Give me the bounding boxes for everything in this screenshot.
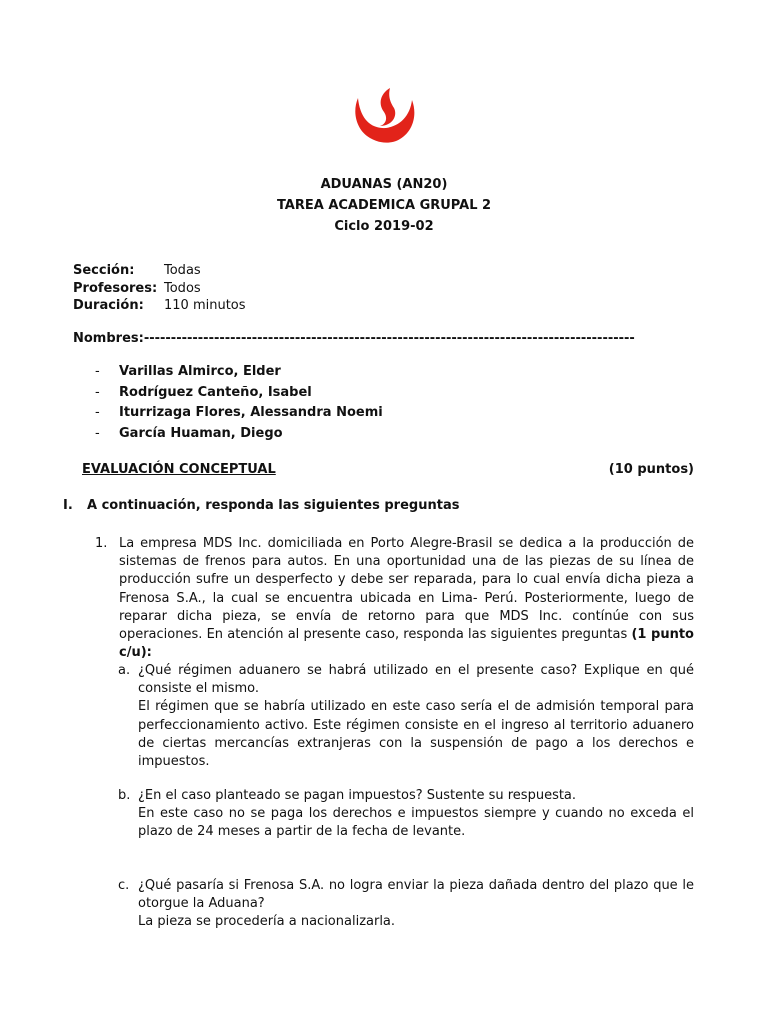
profesores-value: Todos: [164, 280, 201, 296]
list-item: [95, 424, 383, 445]
profesores-label: Profesores:: [73, 280, 158, 296]
section-title: A continuación, responda las siguientes preguntas: [87, 498, 460, 513]
member-name: García Huaman, Diego: [119, 425, 283, 441]
meta-row-profesores: [73, 280, 246, 298]
subquestion-a: [118, 662, 694, 771]
subquestion-text: ¿En el caso planteado se pagan impuestos? Sustente su respuesta.: [138, 788, 577, 803]
evaluation-heading: [82, 461, 694, 479]
question-body: La empresa MDS Inc. domiciliada en Porto Alegre-Brasil se dedica a la producción de sistemas de frenos para autos. En una oportunidad una de las piezas de su línea de producción sufre un desperfecto y debe ser reparada, para lo cual envía dicha pieza a Frenosa S.A., la cual se encuentra ubicada en Lima- Perú. Posteriormente, luego de reparar dicha pieza, se envía de retorno para que MDS Inc. contínúe con sus operaciones. En atención al presente caso, responda las siguientes preguntas: [119, 536, 694, 643]
evaluation-title: EVALUACIÓN CONCEPTUAL: [82, 462, 276, 477]
upc-flame-logo-icon: [350, 86, 418, 146]
seccion-label: Sección:: [73, 263, 135, 278]
subquestion-answer: En este caso no se paga los derechos e impuestos siempre y cuando no exceda el plazo de 24 meses a partir de la fecha de levante.: [138, 806, 694, 840]
question-number: 1.: [95, 536, 108, 551]
list-dash: -: [95, 384, 100, 400]
question-text: [119, 535, 694, 662]
meta-info: [73, 262, 246, 315]
subquestion-letter: b.: [118, 788, 131, 803]
meta-row-seccion: [73, 262, 246, 280]
member-name: Rodríguez Canteño, Isabel: [119, 384, 312, 400]
list-item: [95, 383, 383, 404]
list-dash: -: [95, 425, 100, 441]
course-title: ADUANAS (AN20): [320, 177, 448, 192]
subquestion-letter: c.: [118, 878, 130, 893]
member-name: Varillas Almirco, Elder: [119, 364, 281, 379]
document-header: [0, 174, 768, 237]
list-item: [95, 362, 383, 383]
question-points: (1 punto c/u):: [119, 627, 694, 661]
subquestion-b: [118, 787, 694, 842]
evaluation-points: (10 puntos): [608, 462, 694, 477]
subquestion-answer: El régimen que se habría utilizado en este caso sería el de admisión temporal para perfeccionamiento activo. Este régimen consiste en el ingreso al territorio aduanero de ciertas mercancías extranjeras con la suspensión de pago a los derechos e impuestos.: [138, 699, 694, 770]
list-dash: -: [95, 405, 100, 420]
nombres-label: Nombres:-------------------------------------------------------------------------------------------: [73, 331, 635, 346]
seccion-value: Todas: [164, 263, 201, 278]
list-dash: -: [95, 364, 100, 379]
subquestion-text: ¿Qué régimen aduanero se habrá utilizado en el presente caso? Explique en qué consiste el mismo.: [138, 663, 694, 697]
duracion-value: 110 minutos: [164, 298, 246, 313]
subquestion-letter: a.: [118, 663, 131, 678]
section-heading: [63, 497, 459, 515]
section-number: I.: [63, 498, 73, 513]
subquestion-text: ¿Qué pasaría si Frenosa S.A. no logra enviar la pieza dañada dentro del plazo que le otorgue la Aduana?: [138, 878, 694, 912]
question-1: [95, 535, 694, 662]
member-list: [95, 362, 383, 444]
subquestion-c: [118, 877, 694, 932]
cycle-label: Ciclo 2019-02: [334, 219, 434, 234]
list-item: [95, 403, 383, 424]
subquestion-answer: La pieza se procedería a nacionalizarla.: [138, 914, 396, 930]
meta-row-duracion: [73, 297, 246, 315]
assignment-title: TAREA ACADEMICA GRUPAL 2: [276, 198, 492, 213]
duracion-label: Duración:: [73, 298, 144, 313]
member-name: Iturrizaga Flores, Alessandra Noemi: [119, 405, 383, 420]
